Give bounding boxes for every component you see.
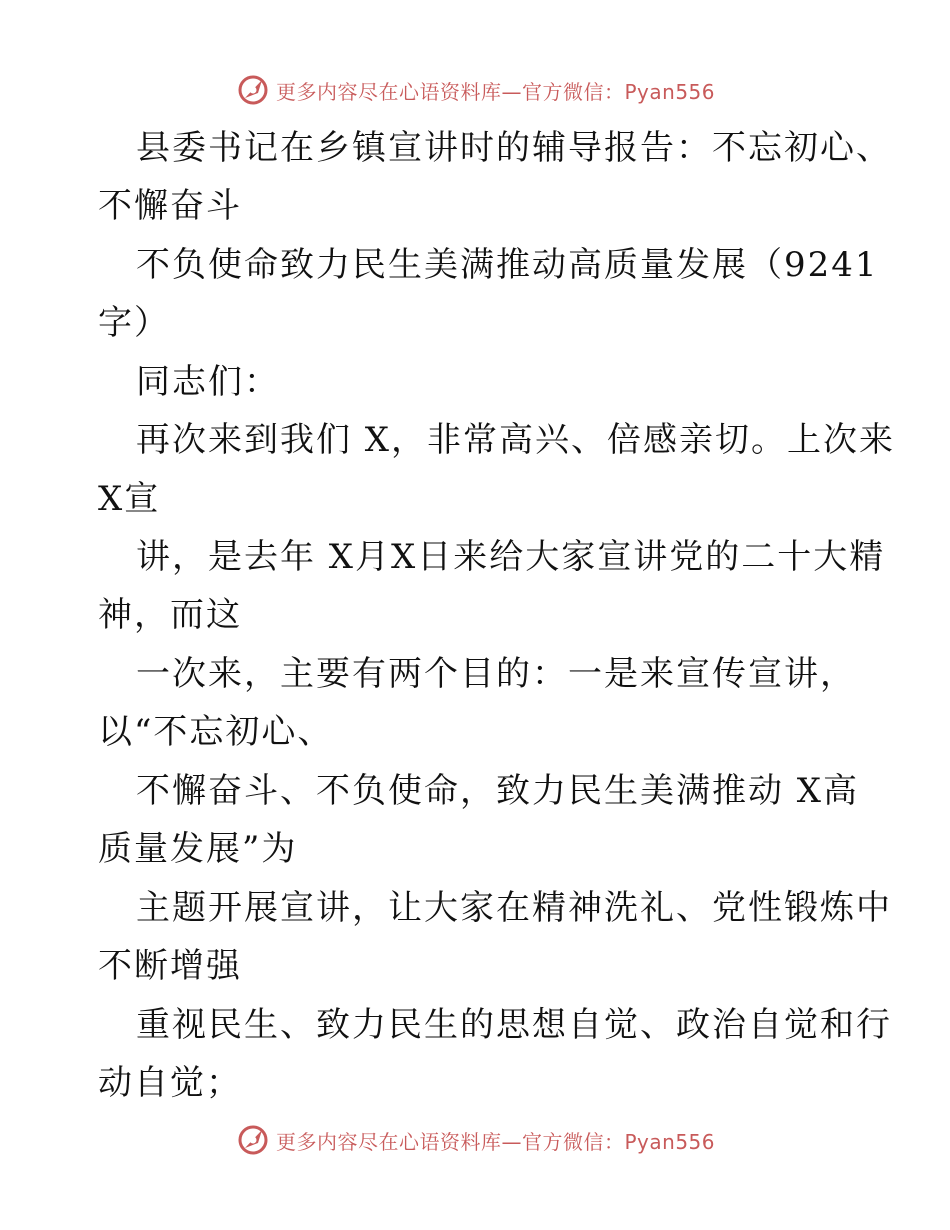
text-line: 讲，是去年 X月X日来给大家宣讲党的二十大精 bbox=[136, 537, 886, 577]
text-line: X宣 bbox=[98, 479, 161, 519]
quill-logo-icon bbox=[236, 73, 270, 107]
text-line: 神，而这 bbox=[98, 595, 242, 635]
header-watermark bbox=[236, 72, 715, 108]
text-line: 以“不忘初心、 bbox=[98, 712, 334, 752]
text-line: 字） bbox=[98, 303, 170, 343]
text-line: 不懈奋斗、不负使命，致力民生美满推动 X高 bbox=[136, 771, 860, 811]
text-line: 主题开展宣讲，让大家在精神洗礼、党性锻炼中 bbox=[136, 888, 892, 928]
text-line: 动自觉； bbox=[98, 1063, 242, 1103]
text-line: 同志们： bbox=[136, 362, 280, 402]
footer-watermark bbox=[236, 1122, 715, 1158]
text-line: 县委书记在乡镇宣讲时的辅导报告：不忘初心、 bbox=[136, 128, 892, 168]
watermark-text: 更多内容尽在心语资料库—官方微信：Pyan556 bbox=[276, 79, 716, 104]
text-line: 重视民生、致力民生的思想自觉、政治自觉和行 bbox=[136, 1005, 892, 1045]
text-line: 不负使命致力民生美满推动高质量发展（9241 bbox=[136, 245, 879, 285]
text-line: 不断增强 bbox=[98, 946, 242, 986]
text-line: 一次来，主要有两个目的：一是来宣传宣讲， bbox=[136, 654, 856, 694]
watermark-text: 更多内容尽在心语资料库—官方微信：Pyan556 bbox=[276, 1129, 716, 1154]
quill-logo-icon bbox=[236, 1123, 270, 1157]
text-line: 再次来到我们 X，非常高兴、倍感亲切。上次来 bbox=[136, 420, 896, 460]
text-line: 不懈奋斗 bbox=[98, 186, 242, 226]
text-line: 质量发展”为 bbox=[98, 829, 298, 869]
